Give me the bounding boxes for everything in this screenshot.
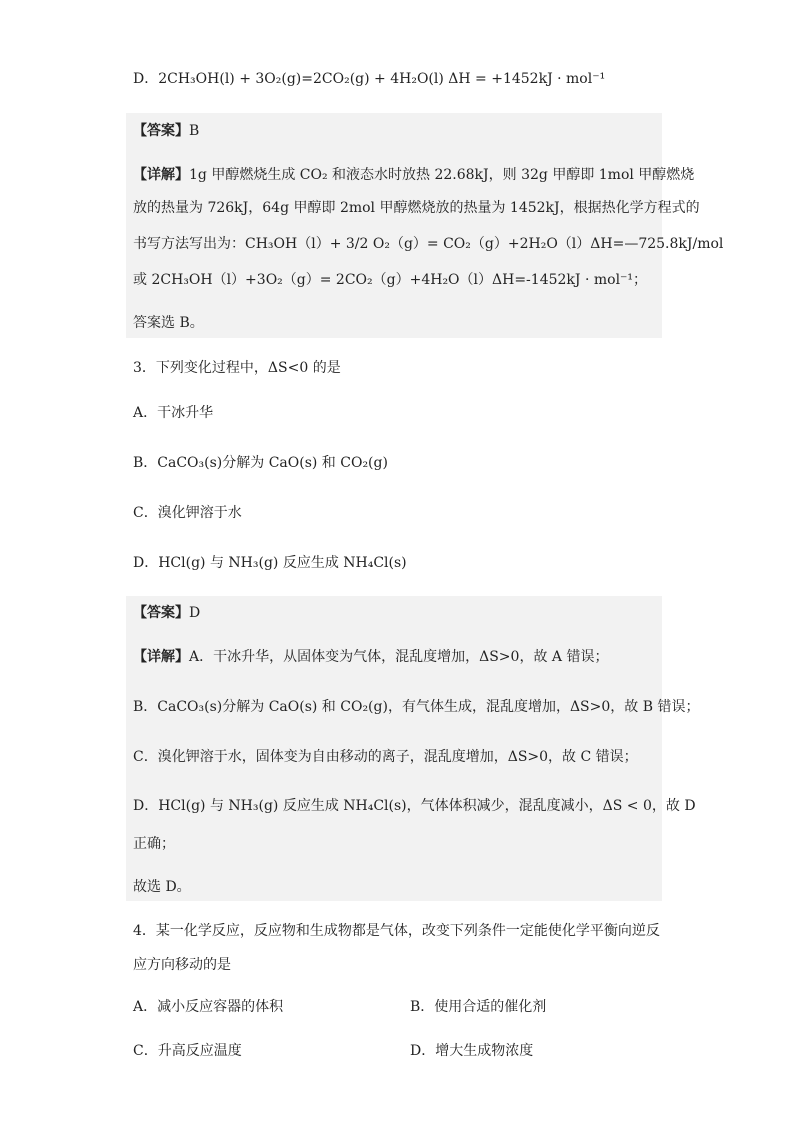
q2-answer-box [126,113,724,338]
detail-text: A．干冰升华，从固体变为气体，混乱度增加，ΔS>0，故 A 错误； [189,649,609,665]
q4-option-a: A．减小反应容器的体积 [133,999,284,1015]
q4-option-b: B．使用合适的催化剂 [410,999,547,1015]
q3-detail-line: B．CaCO₃(s)分解为 CaO(s) 和 CO₂(g)，有气体生成，混乱度增加，ΔS>0，故 B 错误； [133,699,700,715]
q3-detail-line: 故选 D。 [133,879,191,895]
q4-stem-line: 4．某一化学反应，反应物和生成物都是气体，改变下列条件一定能使化学平衡向逆反 [133,923,660,939]
detail-tag: 【详解】 [133,167,189,183]
q3-detail-line: 正确； [133,836,175,852]
q4-option-d: D．增大生成物浓度 [410,1043,534,1059]
q3-detail-line: D．HCl(g) 与 NH₃(g) 反应生成 NH₄Cl(s)，气体体积减少，混乱度减小，ΔS < 0，故 D [133,798,696,814]
q3-option-a: A．干冰升华 [133,405,214,421]
q2-detail-line: 答案选 B。 [133,315,204,331]
q2-detail-line [133,165,695,185]
answer-value: B [189,123,200,139]
answer-value: D [189,605,201,621]
detail-tag: 【详解】 [133,649,189,665]
q3-detail-line: C．溴化钾溶于水，固体变为自由移动的离子，混乱度增加，ΔS>0，故 C 错误； [133,749,638,765]
q2-detail-line: 书写方法写出为：CH₃OH（l）+ 3/2 O₂（g）= CO₂（g）+2H₂O（l）ΔH=—725.8kJ/mol [133,236,724,252]
q2-detail-line: 放的热量为 726kJ，64g 甲醇即 2mol 甲醇燃烧放的热量为 1452kJ，根据热化学方程式的 [133,200,700,216]
q2-detail-line: 或 2CH₃OH（l）+3O₂（g）= 2CO₂（g）+4H₂O（l）ΔH=-1452kJ · mol⁻¹； [133,272,648,288]
q3-stem: 3．下列变化过程中，ΔS<0 的是 [133,360,341,376]
q3-answer [133,603,663,623]
q2-option-d: D．2CH₃OH(l) + 3O₂(g)=2CO₂(g) + 4H₂O(l) ΔH = +1452kJ · mol⁻¹ [133,71,606,87]
q3-option-d: D．HCl(g) 与 NH₃(g) 反应生成 NH₄Cl(s) [133,555,407,571]
answer-tag: 【答案】 [133,123,189,139]
detail-text: 1g 甲醇燃烧生成 CO₂ 和液态水时放热 22.68kJ，则 32g 甲醇即 1mol 甲醇燃烧 [189,167,695,183]
q3-option-b: B．CaCO₃(s)分解为 CaO(s) 和 CO₂(g) [133,455,388,471]
q4-stem-line: 应方向移动的是 [133,957,231,973]
q3-option-c: C．溴化钾溶于水 [133,505,242,521]
q3-detail-line [133,647,663,667]
answer-tag: 【答案】 [133,605,189,621]
q2-answer [133,121,663,141]
q4-option-c: C．升高反应温度 [133,1043,242,1059]
